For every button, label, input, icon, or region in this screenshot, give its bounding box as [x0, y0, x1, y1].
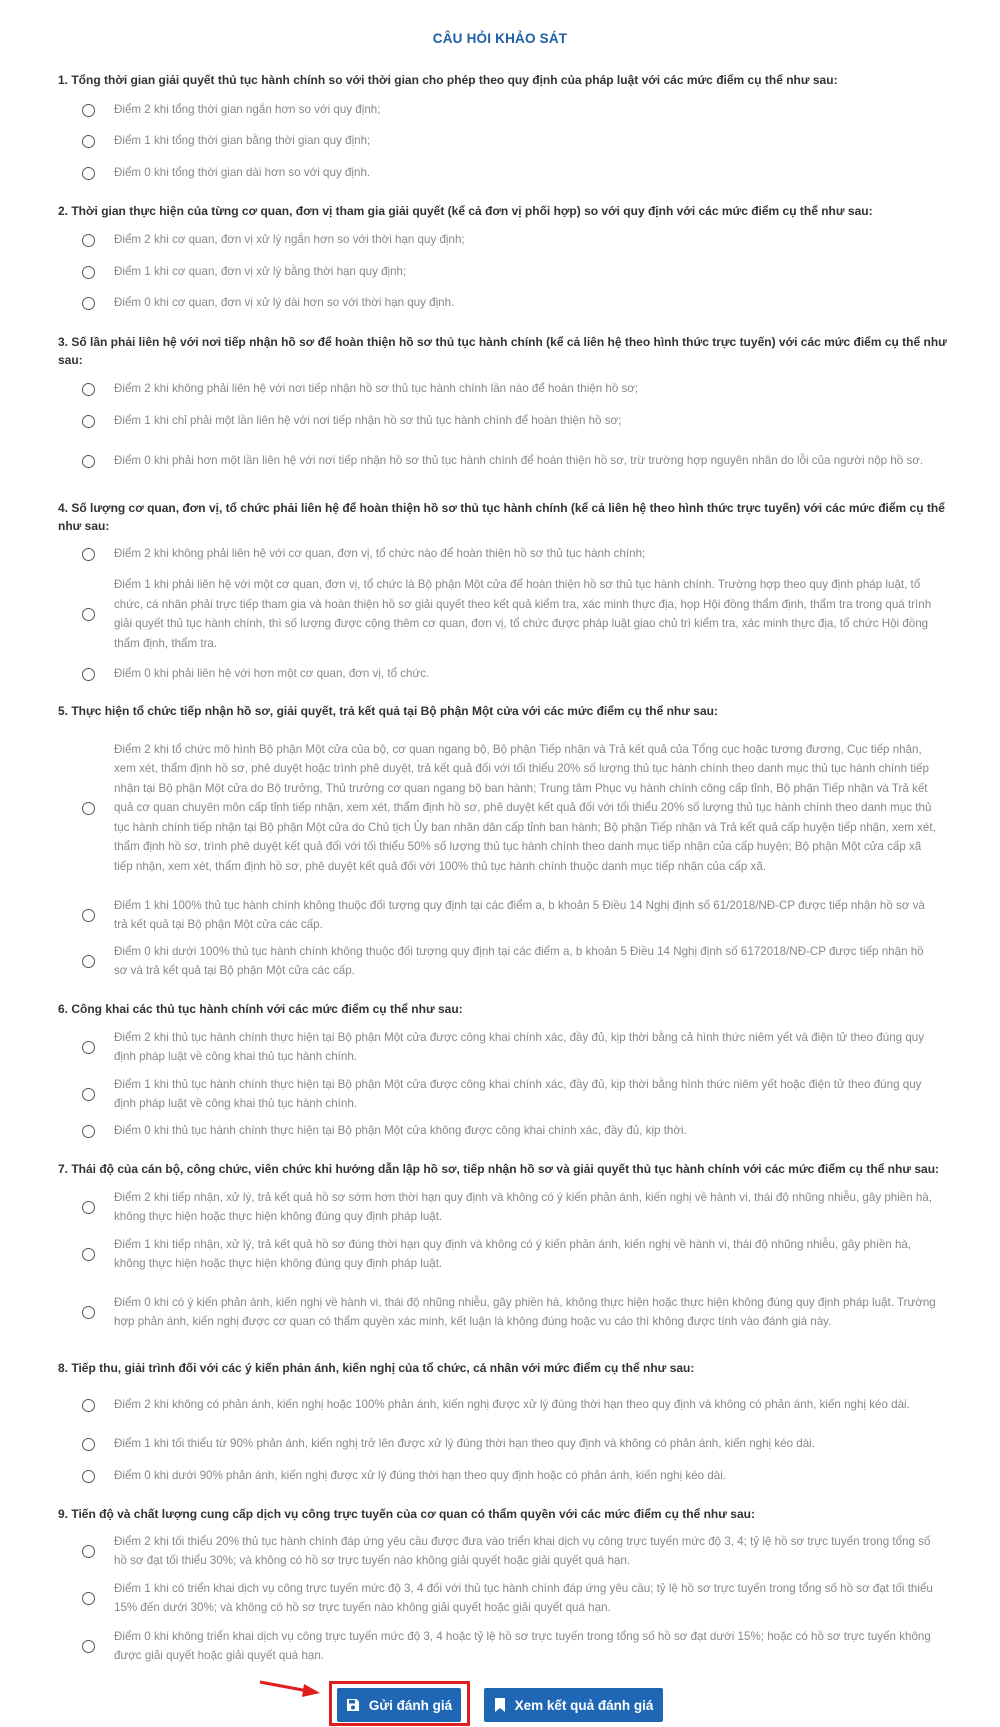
option-label: Điểm 2 khi không phải liên hệ với nơi tiếp nhận hồ sơ thủ tục hành chính lần nào để hoàn thiện hồ sơ; [114, 382, 639, 395]
question-6-text: 6. Công khai các thủ tục hành chính với các mức điểm cụ thể như sau: [58, 1002, 463, 1016]
radio-button[interactable] [82, 135, 95, 148]
radio-button[interactable] [82, 167, 95, 180]
option-label: Điểm 1 khi phải liên hệ với một cơ quan, đơn vị, tổ chức là Bộ phận Một cửa để hoàn thiện hồ sơ thủ tục hành chính. Trường hợp theo quy định pháp luật, tổ chức, cá nhân phải trực tiếp tham gia và hoàn thiện hồ sơ giải quyết theo kết quả kiểm tra, xác minh thực địa, họp Hội đồng thẩm định, thẩm tra trong quá trình giải quyết thủ tục hành chính, thì số lượng được cộng thêm cơ quan, đơn vị, tổ chức được pháp luật giao chủ trì kiểm tra, xác minh thực địa, tổ chức Hội đồng thẩm định, thẩm tra. [114, 578, 932, 650]
radio-button[interactable] [82, 1248, 95, 1261]
submit-rating-button[interactable] [337, 1688, 461, 1722]
question-5-text: 5. Thực hiện tổ chức tiếp nhận hồ sơ, giải quyết, trả kết quả tại Bộ phận Một cửa với các mức điểm cụ thể như sau: [58, 704, 718, 718]
submit-rating-label: Gửi đánh giá [368, 1697, 453, 1713]
radio-button[interactable] [82, 668, 95, 681]
view-results-button[interactable] [484, 1688, 663, 1722]
radio-button[interactable] [82, 909, 95, 922]
radio-button[interactable] [82, 1470, 95, 1483]
question-1-text: 1. Tổng thời gian giải quyết thủ tục hành chính so với thời gian cho phép theo quy định của pháp luật với các mức điểm cụ thể như sau: [58, 73, 838, 87]
radio-button[interactable] [82, 234, 95, 247]
radio-button[interactable] [82, 1201, 95, 1214]
option-label: Điểm 0 khi không triển khai dịch vụ công trực tuyến mức độ 3, 4 hoặc tỷ lệ hồ sơ trực tuyến trong tổng số hồ sơ đạt dưới 15%; hoặc có hồ sơ trực tuyến không được giải quyết hoặc giải quyết quá hạn. [114, 1629, 931, 1663]
option-label: Điểm 2 khi tổng thời gian ngắn hơn so với quy định; [114, 103, 381, 116]
radio-button[interactable] [82, 1088, 95, 1101]
option-label: Điểm 1 khi tiếp nhận, xử lý, trả kết quả hồ sơ đúng thời hạn quy định và không có ý kiến phản ánh, kiến nghị về hành vi, thái độ nhũng nhiễu, gây phiền hà, không thực hiện hoặc thực hiện không đúng quy định pháp luật. [114, 1237, 912, 1271]
option-label: Điểm 0 khi cơ quan, đơn vị xử lý dài hơn so với thời hạn quy định. [114, 296, 455, 309]
question-9-text: 9. Tiến độ và chất lượng cung cấp dịch vụ công trực tuyến của cơ quan có thẩm quyền với các mức điểm cụ thể như sau: [58, 1507, 755, 1521]
radio-button[interactable] [82, 1041, 95, 1054]
radio-button[interactable] [82, 1545, 95, 1558]
radio-button[interactable] [82, 1125, 95, 1138]
option-label: Điểm 2 khi thủ tục hành chính thực hiện tại Bộ phận Một cửa được công khai chính xác, đầy đủ, kịp thời bằng cả hình thức niêm yết và điện tử theo đúng quy định pháp luật về công khai thủ tục hành chính. [114, 1030, 925, 1064]
radio-button[interactable] [82, 608, 95, 621]
option-label: Điểm 0 khi dưới 100% thủ tục hành chính không thuộc đối tượng quy định tại các điểm a, b khoản 5 Điều 14 Nghị định số 6172018/NĐ-CP được tiếp nhận hồ sơ và trả kết quả tại Bộ phận Một cửa các cấp. [114, 944, 924, 978]
question-4-text: 4. Số lượng cơ quan, đơn vị, tổ chức phải liên hệ để hoàn thiện hồ sơ thủ tục hành chính (kể cả liên hệ theo hình thức trực tuyến) với các mức điểm cụ thể như sau: [58, 501, 945, 533]
option-label: Điểm 2 khi không phải liên hệ với cơ quan, đơn vị, tổ chức nào để hoàn thiện hồ sơ thủ tục hành chính; [114, 547, 646, 560]
radio-button[interactable] [82, 1399, 95, 1412]
option-label: Điểm 1 khi chỉ phải một lần liên hệ với nơi tiếp nhận hồ sơ thủ tục hành chính để hoàn thiện hồ sơ; [114, 414, 622, 427]
radio-button[interactable] [82, 104, 95, 117]
option-label: Điểm 2 khi cơ quan, đơn vị xử lý ngắn hơn so với thời hạn quy định; [114, 233, 465, 246]
option-label: Điểm 1 khi thủ tục hành chính thực hiện tại Bộ phận Một cửa được công khai chính xác, đầy đủ, kịp thời bằng hình thức niêm yết hoặc điện tử theo đúng quy định pháp luật về công khai thủ tục hành chính. [114, 1077, 922, 1111]
option-label: Điểm 2 khi tối thiểu 20% thủ tục hành chính đáp ứng yêu cầu được đưa vào triển khai dịch vụ công trực tuyến mức độ 3, 4; tỷ lệ hồ sơ trực tuyến trong tổng số hồ sơ đạt tối thiểu 30%; và không có hồ sơ trực tuyến nào không giải quyết hoặc giải quyết quá hạn. [114, 1534, 931, 1568]
option-label: Điểm 1 khi cơ quan, đơn vị xử lý bằng thời hạn quy định; [114, 265, 407, 278]
option-label: Điểm 1 khi có triển khai dịch vụ công trực tuyến mức độ 3, 4 đối với thủ tục hành chính đáp ứng yêu cầu; tỷ lệ hồ sơ trực tuyến trong tổng số hồ sơ đạt tối thiểu 15% đến dưới 30%; và không có hồ sơ trực tuyến nào không giải quyết hoặc giải quyết quá hạn. [114, 1581, 933, 1615]
radio-button[interactable] [82, 955, 95, 968]
option-label: Điểm 0 khi phải liên hệ với hơn một cơ quan, đơn vị, tổ chức. [114, 667, 430, 680]
radio-button[interactable] [82, 455, 95, 468]
option-label: Điểm 1 khi 100% thủ tục hành chính không thuộc đối tượng quy định tại các điểm a, b khoản 5 Điều 14 Nghị định số 61/2018/NĐ-CP được tiếp nhận hồ sơ và trả kết quả tại Bộ phận Một cửa các cấp. [114, 898, 925, 932]
option-label: Điểm 0 khi thủ tục hành chính thực hiện tại Bộ phận Một cửa không được công khai chính xác, đầy đủ, kịp thời. [114, 1124, 687, 1137]
question-2-text: 2. Thời gian thực hiện của từng cơ quan, đơn vị tham gia giải quyết (kể cả đơn vị phối hợp) so với quy định với các mức điểm cụ thể như sau: [58, 204, 873, 218]
radio-button[interactable] [82, 1640, 95, 1653]
floppy-disk-icon [346, 1698, 360, 1712]
radio-button[interactable] [82, 548, 95, 561]
bookmark-icon [494, 1698, 506, 1712]
radio-button[interactable] [82, 297, 95, 310]
radio-button[interactable] [82, 415, 95, 428]
radio-button[interactable] [82, 1306, 95, 1319]
radio-button[interactable] [82, 1592, 95, 1605]
arrow-icon [258, 1680, 322, 1698]
question-7-text: 7. Thái độ của cán bộ, công chức, viên chức khi hướng dẫn lập hồ sơ, tiếp nhận hồ sơ và giải quyết thủ tục hành chính với các mức điểm cụ thể như sau: [58, 1162, 940, 1176]
view-results-label: Xem kết quả đánh giá [514, 1697, 654, 1713]
option-label: Điểm 2 khi tổ chức mô hình Bộ phận Một cửa của bộ, cơ quan ngang bộ, Bộ phận Tiếp nhận và Trả kết quả của Tổng cục hoặc tương đương, Cục tiếp nhận, xem xét, thẩm định hồ sơ, phê duyệt hoặc trình phê duyệt, trả kết quả đối với tối thiểu 20% số lượng thủ tục hành chính theo danh mục thủ tục hành chính tiếp nhận tại Bộ phận Một cửa do Bộ trưởng, Thủ trưởng cơ quan ngang bộ ban hành; Trung tâm Phục vụ hành chính công cấp tỉnh, Bộ phận Tiếp nhận và Trả kết quả cơ quan chuyên môn cấp tỉnh tiếp nhận, xem xét, thẩm định hồ sơ, phê duyệt kết quả đối với tối thiểu 20% số lượng thủ tục hành chính theo danh mục thủ tục hành chính tiếp nhận tại Bộ phận Một cửa do Chủ tịch Ủy ban nhân dân cấp tỉnh ban hành; Bộ phận Tiếp nhận và Trả kết quả cấp huyện tiếp nhận, xem xét, thẩm định hồ sơ, trình phê duyệt kết quả đối với tối thiểu 50% số lượng thủ tục hành chính theo danh mục tiếp nhận của cấp huyện; Bộ phận Một cửa cấp xã tiếp nhận, xem xét, thẩm định hồ sơ, phê duyệt kết quả đối với 100% thủ tục hành chính thuộc danh mục tiếp nhận của cấp xã. [114, 742, 936, 874]
option-label: Điểm 2 khi không có phản ánh, kiến nghị hoặc 100% phản ánh, kiến nghị được xử lý đúng thời hạn theo quy định và không có phản ánh, kiến nghị kéo dài. [114, 1398, 910, 1411]
option-label: Điểm 0 khi có ý kiến phản ánh, kiến nghị về hành vi, thái độ nhũng nhiễu, gây phiền hà, không thực hiện hoặc thực hiện không đúng quy định pháp luật. Trường hợp phản ánh, kiến nghị được cơ quan có thẩm quyền xác minh, kết luận là không đúng hoặc vu cáo thì không được tính vào đánh giá này. [114, 1295, 936, 1329]
question-3-text: 3. Số lần phải liên hệ với nơi tiếp nhận hồ sơ để hoàn thiện hồ sơ thủ tục hành chính (kể cả liên hệ theo hình thức trực tuyến) với các mức điểm cụ thể như sau: [58, 335, 947, 367]
radio-button[interactable] [82, 1438, 95, 1451]
option-label: Điểm 1 khi tối thiểu từ 90% phản ánh, kiến nghị trở lên được xử lý đúng thời hạn theo quy định và không có phản ánh, kiến nghị kéo dài. [114, 1437, 815, 1450]
option-label: Điểm 0 khi dưới 90% phản ánh, kiến nghị được xử lý đúng thời hạn theo quy định hoặc có phản ánh, kiến nghị kéo dài. [114, 1469, 727, 1482]
question-8-text: 8. Tiếp thu, giải trình đối với các ý kiến phản ánh, kiến nghị của tổ chức, cá nhân với mức điểm cụ thể như sau: [58, 1361, 695, 1375]
radio-button[interactable] [82, 802, 95, 815]
page-title: CÂU HỎI KHẢO SÁT [432, 31, 568, 46]
option-label: Điểm 2 khi tiếp nhận, xử lý, trả kết quả hồ sơ sớm hơn thời hạn quy định và không có ý kiến phản ánh, kiến nghị về hành vi, thái độ nhũng nhiễu, gây phiền hà, không thực hiện hoặc thực hiện không đúng quy định pháp luật. [114, 1190, 933, 1224]
option-label: Điểm 0 khi phải hơn một lần liên hệ với nơi tiếp nhận hồ sơ thủ tục hành chính để hoàn thiện hồ sơ, trừ trường hợp nguyên nhân do lỗi của người nộp hồ sơ. [114, 454, 924, 467]
option-label: Điểm 0 khi tổng thời gian dài hơn so với quy định. [114, 166, 371, 179]
radio-button[interactable] [82, 383, 95, 396]
option-label: Điểm 1 khi tổng thời gian bằng thời gian quy định; [114, 134, 371, 147]
radio-button[interactable] [82, 266, 95, 279]
